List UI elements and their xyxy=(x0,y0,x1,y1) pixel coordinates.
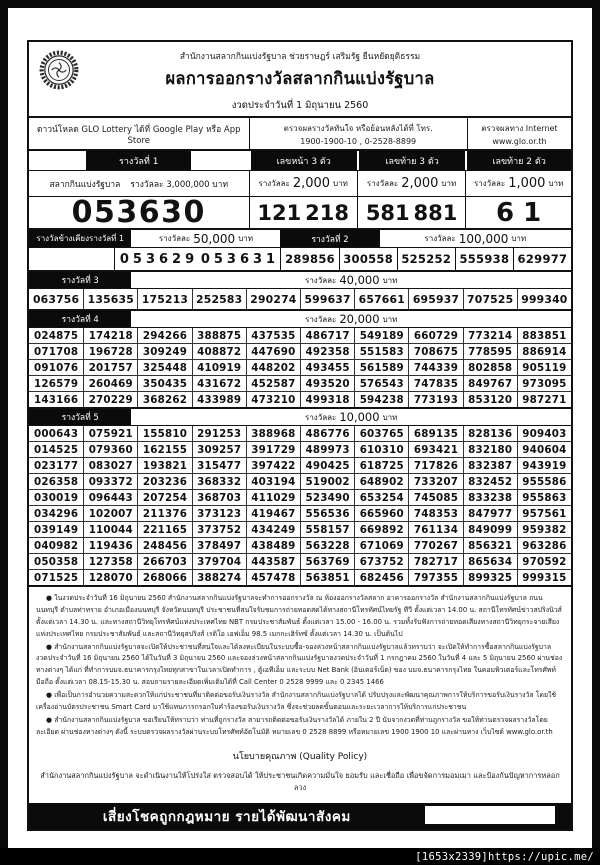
prize-number: 024875 xyxy=(34,330,79,342)
info-bar xyxy=(29,116,571,149)
prize-number: 221165 xyxy=(137,521,191,537)
prize-number: 673752 xyxy=(354,553,408,569)
prize-number: 203236 xyxy=(137,473,191,489)
prize-number: 026358 xyxy=(29,473,83,489)
prize-number: 909403 xyxy=(517,426,571,441)
prize-number: 563228 xyxy=(300,537,354,553)
prize-number: 201757 xyxy=(83,359,137,375)
prize-number: 397422 xyxy=(246,457,300,473)
prize-number: 563769 xyxy=(300,553,354,569)
image-host-watermark xyxy=(0,848,600,865)
prize-number: 551583 xyxy=(354,343,408,359)
prize-number: 492358 xyxy=(300,343,354,359)
prize-number: 053631 xyxy=(200,251,280,267)
prize-number: 260469 xyxy=(83,375,137,391)
prize-number: 102007 xyxy=(83,505,137,521)
prize-number: 053629 xyxy=(119,251,199,267)
side-prize-amount: 50,000 xyxy=(193,231,236,246)
prize-number: 452587 xyxy=(246,375,300,391)
prize-number: 899325 xyxy=(463,569,517,585)
prize-number: 555938 xyxy=(455,248,513,270)
prize3-header xyxy=(29,270,571,288)
amount-unit: บาท xyxy=(548,179,564,188)
prize-number: 519002 xyxy=(300,473,354,489)
prize-number: 127358 xyxy=(83,553,137,569)
prize-number: 431672 xyxy=(192,375,246,391)
prize1-header-cell xyxy=(29,151,249,170)
side-prize-label: รางวัลข้างเคียงรางวัลที่ 1 xyxy=(29,230,131,247)
prize-number: 773214 xyxy=(463,328,517,343)
prize-number: 999315 xyxy=(517,569,571,585)
prize-number: 970592 xyxy=(517,553,571,569)
prize-number: 368262 xyxy=(137,391,191,407)
prize1-amounts-row xyxy=(29,170,571,196)
app-download-note: ดาวน์โหลด GLO Lottery ได้ที่ Google Play หรือ App Store xyxy=(36,124,241,146)
prize-number: 135635 xyxy=(83,289,137,309)
lottery-results-sheet xyxy=(27,40,573,831)
quality-policy-text: สำนักงานสลากกินแบ่งรัฐบาล จะดำเนินงานให้โปร่งใส ตรวจสอบได้ ให้ประชาชนเกิดความมั่นใจ ยอมรับ และเชื่อถือ เพื่อขจัดการมอมเมา และป้องกันปัญหาการหลอกลวง xyxy=(40,770,560,792)
prize-number: 252583 xyxy=(192,289,246,309)
prize-number: 315477 xyxy=(192,457,246,473)
prize-number: 000643 xyxy=(34,428,79,440)
note-paragraph: ● ในงวดประจำวันที่ 16 มิถุนายน 2560 สำนักงานสลากกินแบ่งรัฐบาลจะทำการออกรางวัล ณ ห้องออกรางวัลสลาก อาคารออกรางวัล สำนักงานสลากกินแบ่งรัฐบาล ถนนนนทบุรี ตำบลท่าทราย อำเภอเมืองนนทบุรี จังหวัดนนทบุรี ประชาชนที่สนใจรับชมการถ่ายทอดสดได้ทางสถานีโทรทัศน์ไทยรัฐ ทีวี ตั้งแต่เวลา 14.00 น. สถานีโทรทัศน์ข่าวสปริงนิวส์ ตั้งแต่เวลา 14.30 น. และทางสถานีวิทยุโทรทัศน์แห่งประเทศไทย NBT กรมประชาสัมพันธ์ ตั้งแต่เวลา 15.00 - 16.00 น. รวมทั้งรับฟังการถ่ายทอดเสียงทางสถานีวิทยุกระจายเสียงแห่งประเทศไทย กรมประชาสัมพันธ์ และสถานีวิทยุสปริงส์ เรดิโอ เอฟเอ็ม 98.5 เมกกะเฮิร์ทซ์ ตั้งแต่เวลา 14.30 น. เป็นต้นไป xyxy=(36,594,562,638)
prize-number: 955863 xyxy=(517,489,571,505)
prize-number: 486776 xyxy=(300,426,354,441)
prize-number: 091076 xyxy=(29,359,83,375)
prize5-label: รางวัลที่ 5 xyxy=(29,409,131,425)
prize-number: 447690 xyxy=(246,343,300,359)
blank-white-box xyxy=(425,806,555,824)
prize-number: 490425 xyxy=(300,457,354,473)
prize4-amount: 20,000 xyxy=(339,312,380,326)
amount-prefix: รางวัลละ xyxy=(473,179,506,188)
prize-number: 437535 xyxy=(246,328,300,343)
prize-number: 747835 xyxy=(408,375,462,391)
prize2-numbers xyxy=(280,248,571,270)
amount-prefix: รางวัลละ xyxy=(424,234,456,243)
last2-amount: 1,000 xyxy=(508,176,546,191)
prize-number: 030019 xyxy=(29,489,83,505)
prize-number: 268066 xyxy=(137,569,191,585)
prize-number: 558157 xyxy=(300,521,354,537)
glo-seal-logo xyxy=(38,49,80,91)
note-paragraph: ● เพื่อเป็นการอำนวยความสะดวกให้แก่ประชาชนที่มาติดต่อขอรับเงินรางวัล สำนักงานสลากกินแบ่งรัฐบาลได้ ปรับปรุงและพัฒนาคุณภาพการให้บริการขอรับเงินรางวัล โดยใช้เครื่องอ่านบัตรประชาชน Smart Card มาใช้แทนการกรอกใบคำร้องขอรับเงินรางวัล ซึ่งจะช่วยลดขั้นตอนและระยะเวลาการให้บริการแก่ประชาชน xyxy=(36,691,557,711)
internet-check-line1: ตรวจผลทาง Internet xyxy=(481,123,558,133)
prize-number: 665960 xyxy=(354,505,408,521)
prize-number: 155810 xyxy=(137,426,191,441)
prize2-amount: 100,000 xyxy=(458,231,509,246)
prize-number: 110044 xyxy=(83,521,137,537)
internet-check-note xyxy=(467,118,571,149)
prize-number: 499318 xyxy=(300,391,354,407)
prize-number: 618725 xyxy=(354,457,408,473)
prize-number: 266703 xyxy=(137,553,191,569)
side-prize-numbers-row xyxy=(29,247,571,270)
prize-number: 434249 xyxy=(246,521,300,537)
prize-number: 039149 xyxy=(29,521,83,537)
prize-number: 744339 xyxy=(408,359,462,375)
prize-number: 071708 xyxy=(29,343,83,359)
prize5-header xyxy=(29,407,571,425)
last2-amount-cell xyxy=(465,171,571,196)
prize-number: 955586 xyxy=(517,473,571,489)
prize-number: 473210 xyxy=(246,391,300,407)
prize-number: 717826 xyxy=(408,457,462,473)
front3-label: เลขหน้า 3 ตัว xyxy=(249,151,357,170)
prize-number: 999340 xyxy=(517,289,571,309)
prize-number: 576543 xyxy=(354,375,408,391)
prize-number: 403194 xyxy=(246,473,300,489)
amount-prefix: รางวัลละ xyxy=(305,314,337,324)
last2-label: เลขท้าย 2 ตัว xyxy=(465,151,571,170)
prize1-winning-number: 053630 xyxy=(71,195,206,230)
last3-amount: 2,000 xyxy=(401,176,439,191)
prize-number: 525252 xyxy=(397,248,455,270)
note-paragraph: ● สำนักงานสลากกินแบ่งรัฐบาลจะเปิดให้ประชาชนที่สนใจและได้ลงทะเบียนในระบบซื้อ-จองล่วงหน้าสลากกินแบ่งรัฐบาลแล้วทราบว่า จะเปิดให้ทำการซื้อสลากกินแบ่งรัฐบาล งวดประจำวันที่ 16 มิถุนายน 2560 ได้ในวันที่ 3 มิถุนายน 2560 และจองล่วงหน้าสลากกินแบ่งรัฐบาลงวดประจำวันที่ 1 กรกฎาคม 2560 ในวันที่ 4 และ 5 มิถุนายน 2560 ผ่านช่องทางต่างๆ ได้แก่ ที่ทำการบมจ.ธนาคารกรุงไทยทุกสาขาในเวลาเปิดทำการ , ตู้เอทีเอ็ม และระบบ Net Bank (อินเตอร์เน็ต) ของ บมจ.ธนาคารกรุงไทย ในคอมพิวเตอร์และโทรศัพท์มือถือ ตั้งแต่เวลา 08.15-15.30 น. สอบถามรายละเอียดเพิ่มเติมได้ที่ Call Center 0 2528 9999 และ 0 2345 1466 xyxy=(36,642,563,687)
prize-number: 121 xyxy=(257,200,302,225)
prize-number: 014525 xyxy=(29,441,83,457)
prize2-label: รางวัลที่ 2 xyxy=(280,230,379,247)
prize-number: 648902 xyxy=(354,473,408,489)
prize-number: 657661 xyxy=(354,289,408,309)
prize3-label: รางวัลที่ 3 xyxy=(29,272,131,288)
last3-label: เลขท้าย 3 ตัว xyxy=(357,151,465,170)
prize-number: 708675 xyxy=(408,343,462,359)
prize3-amount-cell xyxy=(131,272,571,288)
prize-number: 493455 xyxy=(300,359,354,375)
prize-number: 733207 xyxy=(408,473,462,489)
amount-prefix: รางวัลละ xyxy=(305,412,337,422)
prize-number: 438489 xyxy=(246,537,300,553)
prize1-amount-cell xyxy=(29,171,249,196)
last2-number-cell: 61 xyxy=(465,197,571,228)
prize-number: 294266 xyxy=(137,328,191,343)
prize-number: 523490 xyxy=(300,489,354,505)
prize-number: 707525 xyxy=(463,289,517,309)
prize-number: 832452 xyxy=(463,473,517,489)
prize-number: 489973 xyxy=(300,441,354,457)
prize-number: 905119 xyxy=(517,359,571,375)
amount-unit: บาท xyxy=(333,179,348,188)
prize4-label: รางวัลที่ 4 xyxy=(29,311,131,327)
prize-number: 411029 xyxy=(246,489,300,505)
prize-number: 040982 xyxy=(29,537,83,553)
side-prize-numbers xyxy=(114,248,281,270)
slogan-text: เสี่ยงโชคถูกกฎหมาย รายได้พัฒนาสังคม xyxy=(102,808,351,825)
prize-number: 832180 xyxy=(463,441,517,457)
quality-policy-title: นโยบายคุณภาพ (Quality Policy) xyxy=(232,751,368,762)
prize-number: 782717 xyxy=(408,553,462,569)
prize-number: 093372 xyxy=(83,473,137,489)
prize2-amount-cell xyxy=(380,230,571,247)
prize-number: 653254 xyxy=(354,489,408,505)
prize4-amount-cell xyxy=(131,311,571,327)
prize5-amount-cell xyxy=(131,409,571,425)
phone-numbers: 1900-1900-10 , 0-2528-8899 xyxy=(300,136,417,146)
prize-number: 050358 xyxy=(29,553,83,569)
prize-number: 761134 xyxy=(408,521,462,537)
glo-website: www.glo.or.th xyxy=(492,136,547,146)
amount-prefix: รางวัลละ xyxy=(305,275,337,285)
prize-number: 325448 xyxy=(137,359,191,375)
prize-number: 388968 xyxy=(246,426,300,441)
prize-number: 693421 xyxy=(408,441,462,457)
prize-number: 270229 xyxy=(83,391,137,407)
prize-number: 886914 xyxy=(517,343,571,359)
prize-number: 849099 xyxy=(463,521,517,537)
prize-number: 556536 xyxy=(300,505,354,521)
prize-number: 797355 xyxy=(408,569,462,585)
prize-number: 669892 xyxy=(354,521,408,537)
draw-date: งวดประจำวันที่ 1 มิถุนายน 2560 xyxy=(231,100,369,111)
empty-cell xyxy=(29,248,114,270)
prize-number: 671069 xyxy=(354,537,408,553)
prize-number: 378497 xyxy=(192,537,246,553)
prize-number: 368703 xyxy=(192,489,246,505)
prize3-amount: 40,000 xyxy=(339,273,380,287)
phone-check-note xyxy=(249,118,467,149)
prize-number: 943919 xyxy=(517,457,571,473)
prize-number: 563851 xyxy=(300,569,354,585)
prize-number: 174218 xyxy=(83,328,137,343)
prize-number: 096443 xyxy=(83,489,137,505)
prize-number: 963286 xyxy=(517,537,571,553)
prize-number: 959382 xyxy=(517,521,571,537)
prize-number: 682456 xyxy=(354,569,408,585)
side-prize-bar xyxy=(29,228,571,247)
prize-number: 695937 xyxy=(408,289,462,309)
prize-number: 448202 xyxy=(246,359,300,375)
prize1-desc-name: สลากกินแบ่งรัฐบาล xyxy=(49,179,121,190)
prize-number: 410919 xyxy=(192,359,246,375)
prize4-numbers-grid xyxy=(29,327,571,407)
prize-number: 486717 xyxy=(300,328,354,343)
prize-number: 433989 xyxy=(192,391,246,407)
prize-number: 300558 xyxy=(339,248,397,270)
slogan-banner xyxy=(29,803,571,829)
amount-unit: บาท xyxy=(382,275,398,285)
prize-number: 745085 xyxy=(408,489,462,505)
prize-number: 373123 xyxy=(192,505,246,521)
prize-number: 289856 xyxy=(280,248,338,270)
last3-amount-cell xyxy=(357,171,465,196)
prize-number: 162155 xyxy=(137,441,191,457)
document-header xyxy=(29,42,571,116)
prize-number: 443587 xyxy=(246,553,300,569)
amount-prefix: รางวัลละ xyxy=(158,234,191,243)
prize-number: 802858 xyxy=(463,359,517,375)
footnotes xyxy=(29,585,571,743)
prize-number: 128070 xyxy=(83,569,137,585)
prize-number: 309249 xyxy=(137,343,191,359)
prize-number: 207254 xyxy=(137,489,191,505)
page-title: ผลการออกรางวัลสลากกินแบ่งรัฐบาล xyxy=(165,69,435,88)
prize-number: 883851 xyxy=(517,328,571,343)
prize-number: 457478 xyxy=(246,569,300,585)
prize-number: 291253 xyxy=(192,426,246,441)
amount-prefix: รางวัลละ xyxy=(366,179,399,188)
quality-policy xyxy=(29,743,571,803)
prize-number: 493520 xyxy=(300,375,354,391)
prize1-header-row xyxy=(29,149,571,170)
prize-number: 023177 xyxy=(29,457,83,473)
prize1-desc-prize: รางวัลละ 3,000,000 บาท xyxy=(130,179,229,190)
prize1-numbers-row xyxy=(29,196,571,228)
prize-number: 063756 xyxy=(32,293,80,306)
prize-number: 833238 xyxy=(463,489,517,505)
prize-number: 079360 xyxy=(83,441,137,457)
prize-number: 865634 xyxy=(463,553,517,569)
prize-number: 549189 xyxy=(354,328,408,343)
prize-number: 957561 xyxy=(517,505,571,521)
amount-unit: บาท xyxy=(238,234,254,243)
prize-number: 368332 xyxy=(192,473,246,489)
prize-number: 748353 xyxy=(408,505,462,521)
org-motto-line: สำนักงานสลากกินแบ่งรัฐบาล ช่วยราษฎร์ เสริมรัฐ ยืนหยัดยุติธรรม xyxy=(179,52,421,62)
prize5-numbers-grid xyxy=(29,425,571,585)
amount-prefix: รางวัลละ xyxy=(258,179,290,188)
prize-number: 832387 xyxy=(463,457,517,473)
prize-number: 193821 xyxy=(137,457,191,473)
prize-number: 940604 xyxy=(517,441,571,457)
prize-number: 408872 xyxy=(192,343,246,359)
prize-number: 379704 xyxy=(192,553,246,569)
prize-number: 561589 xyxy=(354,359,408,375)
prize4-header xyxy=(29,309,571,327)
prize-number: 248456 xyxy=(137,537,191,553)
prize-number: 290274 xyxy=(246,289,300,309)
prize-number: 770267 xyxy=(408,537,462,553)
prize-number: 196728 xyxy=(83,343,137,359)
prize-number: 309257 xyxy=(192,441,246,457)
prize-number: 599637 xyxy=(300,289,354,309)
document-page xyxy=(8,8,592,848)
prize-number: 350435 xyxy=(137,375,191,391)
amount-unit: บาท xyxy=(382,412,398,422)
prize-number: 773193 xyxy=(408,391,462,407)
prize-number: 218 xyxy=(305,200,349,225)
front3-amount: 2,000 xyxy=(292,176,331,191)
note-paragraph: ● สำนักงานสลากกินแบ่งรัฐบาล ขอเรียนให้ทราบว่า ท่านที่ถูกรางวัล สามารถติดต่อขอรับเงินรางวัลได้ ภายใน 2 ปี นับจากงวดที่ท่านถูกรางวัล ขอให้ท่านตรวจผลรางวัลโดยละเอียด ผ่านช่องทางต่างๆ ดังนี้ ระบบตรวจผลรางวัลผ่านระบบโทรศัพท์อัตโนมัติ หมายเลข 0 2528 8899 หรือหมายเลข 1900 1900 10 และผ่านทาง เว็บไซต์ www.glo.or.th xyxy=(36,715,553,736)
last3-numbers-cell xyxy=(357,197,465,228)
prize-number: 849767 xyxy=(463,375,517,391)
prize-number: 847977 xyxy=(463,505,517,521)
front3-numbers-cell xyxy=(249,197,357,228)
prize-number: 594238 xyxy=(354,391,408,407)
prize-number: 853120 xyxy=(463,391,517,407)
prize5-amount: 10,000 xyxy=(339,410,380,424)
prize-number: 175213 xyxy=(137,289,191,309)
prize-number: 143166 xyxy=(29,391,83,407)
prize3-numbers-grid xyxy=(29,288,571,309)
prize-number: 689135 xyxy=(408,426,462,441)
amount-unit: บาท xyxy=(511,234,527,243)
prize-number: 075921 xyxy=(83,426,137,441)
prize-number: 581 xyxy=(365,200,410,225)
prize-number: 388274 xyxy=(192,569,246,585)
prize-number: 660729 xyxy=(408,328,462,343)
prize-number: 881 xyxy=(413,200,458,225)
prize-number: 034296 xyxy=(29,505,83,521)
prize-number: 119436 xyxy=(83,537,137,553)
prize-number: 126579 xyxy=(29,375,83,391)
prize-number: 629977 xyxy=(513,248,571,270)
amount-unit: บาท xyxy=(441,179,457,188)
prize-number: 603765 xyxy=(354,426,408,441)
prize-number: 211376 xyxy=(137,505,191,521)
phone-check-line1: ตรวจผลรางวัลทันใจ หรือย้อนหลังได้ที่ โทร. xyxy=(283,123,433,133)
prize-number: 373752 xyxy=(192,521,246,537)
prize-number: 987271 xyxy=(517,391,571,407)
prize-number: 778595 xyxy=(463,343,517,359)
prize-number: 391729 xyxy=(246,441,300,457)
prize-number: 856321 xyxy=(463,537,517,553)
prize-number: 828136 xyxy=(463,426,517,441)
side-prize-amount-cell xyxy=(131,230,280,247)
prize-number: 388875 xyxy=(192,328,246,343)
prize-number: 419467 xyxy=(246,505,300,521)
prize-number: 610310 xyxy=(354,441,408,457)
watermark-text: [1653x2339]https://upic.me/ xyxy=(415,850,594,863)
prize-number: 083027 xyxy=(83,457,137,473)
front3-amount-cell xyxy=(249,171,357,196)
prize-number: 973095 xyxy=(517,375,571,391)
amount-unit: บาท xyxy=(382,314,398,324)
prize1-label: รางวัลที่ 1 xyxy=(86,151,191,170)
prize-number: 071525 xyxy=(29,569,83,585)
